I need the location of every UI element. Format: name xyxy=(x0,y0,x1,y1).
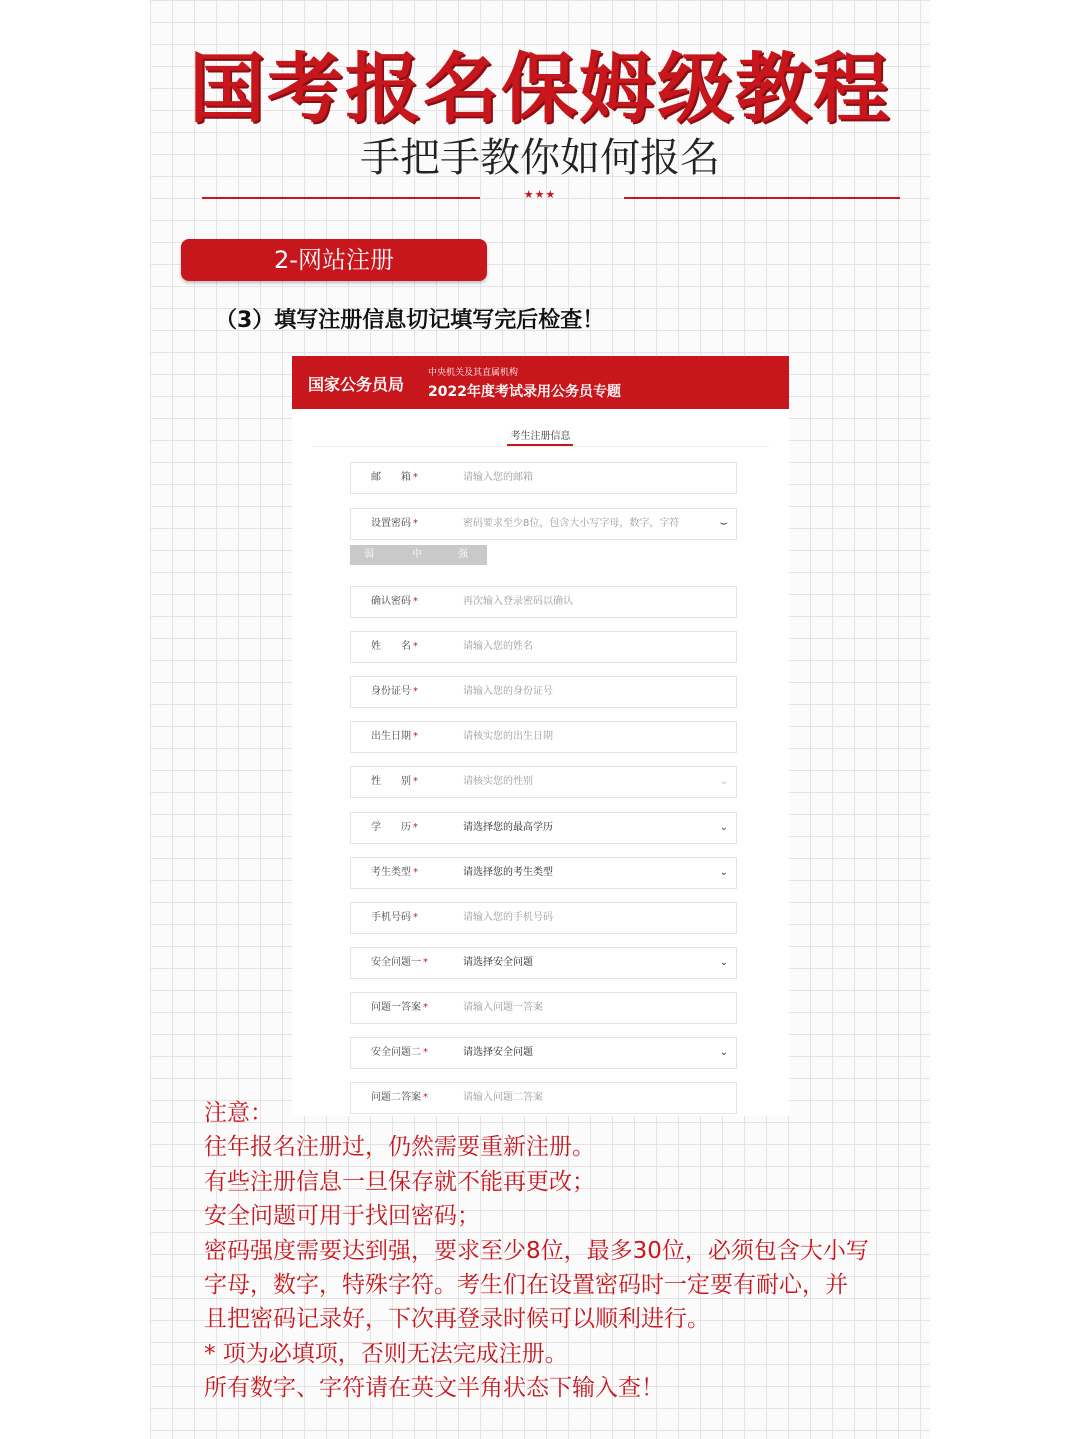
field-label-text: 身份证号 xyxy=(371,686,411,697)
notes-heading: 注意： xyxy=(204,1100,273,1126)
required-mark: * xyxy=(413,596,418,607)
security-question-1-select[interactable] xyxy=(350,947,737,979)
required-mark: * xyxy=(413,867,418,878)
candidate-type-select[interactable] xyxy=(350,857,737,889)
chevron-down-icon[interactable]: ⌄ xyxy=(719,957,728,968)
field-label-text: 问题一答案 xyxy=(371,1002,421,1013)
password-placeholder[interactable]: 密码要求至少8位，包含大小写字母，数字，字符 xyxy=(463,518,680,529)
star-decoration: ★★★ xyxy=(523,188,557,201)
required-mark: * xyxy=(413,912,418,923)
page-title: 国考报名保姆级教程 xyxy=(189,44,891,133)
field-label-text: 安全问题一 xyxy=(371,957,421,968)
page-subtitle: 手把手教你如何报名 xyxy=(360,135,720,181)
chevron-down-icon[interactable]: ⌄ xyxy=(719,1047,728,1058)
field-label-text: 手机号码 xyxy=(371,912,411,923)
confirm-password-placeholder[interactable]: 再次输入登录密码以确认 xyxy=(463,596,573,607)
org-name: 国家公务员局 xyxy=(308,375,405,394)
chevron-down-icon[interactable]: ⌄ xyxy=(719,776,728,787)
name-placeholder[interactable]: 请输入您的姓名 xyxy=(463,641,533,652)
name-label xyxy=(371,632,418,662)
security-question-1-label xyxy=(371,948,428,978)
divider-right xyxy=(624,197,900,199)
candidate-type-label xyxy=(371,858,418,888)
phone-placeholder[interactable]: 请输入您的手机号码 xyxy=(463,912,553,923)
strength-weak: 弱 xyxy=(364,549,374,560)
form-title-underline xyxy=(507,444,573,446)
password-field[interactable] xyxy=(350,508,737,540)
strength-medium: 中 xyxy=(412,549,422,560)
note-line: * 项为必填项，否则无法完成注册。 xyxy=(204,1340,568,1367)
chevron-down-icon[interactable]: ⌄ xyxy=(719,867,728,878)
required-mark: * xyxy=(413,472,418,483)
required-mark: * xyxy=(413,686,418,697)
answer-1-placeholder[interactable]: 请输入问题一答案 xyxy=(463,1002,543,1013)
field-label-text: 学 历 xyxy=(371,822,411,833)
security-question-2-label xyxy=(371,1038,428,1068)
name-field[interactable] xyxy=(350,631,737,663)
password-label xyxy=(371,509,418,539)
form-title-divider xyxy=(312,446,769,447)
birth-date-placeholder[interactable]: 请核实您的出生日期 xyxy=(463,731,553,742)
required-mark: * xyxy=(413,518,418,529)
notes-block xyxy=(204,1096,924,1406)
chevron-down-icon[interactable]: ⌄ xyxy=(719,822,728,833)
birth-date-label xyxy=(371,722,418,752)
confirm-password-label xyxy=(371,587,418,617)
field-label-text: 姓 名 xyxy=(371,641,411,652)
note-line: 密码强度需要达到强，要求至少8位，最多30位，必须包含大小写 xyxy=(204,1237,869,1264)
id-number-label xyxy=(371,677,418,707)
field-label-text: 设置密码 xyxy=(371,518,411,529)
security-question-2-select[interactable] xyxy=(350,1037,737,1069)
field-label-text: 问题二答案 xyxy=(371,1092,421,1103)
section-tag: 2-网站注册 xyxy=(181,239,487,281)
note-line: 有些注册信息一旦保存就不能再更改； xyxy=(204,1168,595,1195)
education-label xyxy=(371,813,418,843)
site-header xyxy=(292,356,789,409)
security-question-2-placeholder[interactable]: 请选择安全问题 xyxy=(463,1047,533,1058)
form-title: 考生注册信息 xyxy=(510,431,571,442)
answer-1-label xyxy=(371,993,428,1023)
registration-screenshot xyxy=(292,356,789,1116)
field-label-text: 考生类型 xyxy=(371,867,411,878)
gender-placeholder[interactable]: 请核实您的性别 xyxy=(463,776,533,787)
security-question-1-placeholder[interactable]: 请选择安全问题 xyxy=(463,957,533,968)
required-mark: * xyxy=(423,1092,428,1103)
required-mark: * xyxy=(413,731,418,742)
project-subtitle: 中央机关及其直属机构 xyxy=(428,368,519,378)
phone-field[interactable] xyxy=(350,902,737,934)
confirm-password-field[interactable] xyxy=(350,586,737,618)
required-mark: * xyxy=(423,1047,428,1058)
project-title: 2022年度考试录用公务员专题 xyxy=(428,384,621,400)
note-line: 且把密码记录好，下次再登录时候可以顺利进行。 xyxy=(204,1306,710,1333)
id-number-field[interactable] xyxy=(350,676,737,708)
required-mark: * xyxy=(423,957,428,968)
answer-2-placeholder[interactable]: 请输入问题二答案 xyxy=(463,1092,543,1103)
required-mark: * xyxy=(413,822,418,833)
id-number-placeholder[interactable]: 请输入您的身份证号 xyxy=(463,686,553,697)
note-line: 所有数字、字符请在英文半角状态下输入查！ xyxy=(204,1375,664,1402)
required-mark: * xyxy=(413,641,418,652)
email-placeholder[interactable]: 请输入您的邮箱 xyxy=(463,472,533,483)
strength-strong: 强 xyxy=(458,549,468,560)
divider-left xyxy=(202,197,480,199)
note-line: 安全问题可用于找回密码； xyxy=(204,1203,480,1230)
email-field[interactable] xyxy=(350,462,737,494)
step-instruction: （3）填写注册信息切记填写完后检查！ xyxy=(215,308,605,333)
password-strength-bar xyxy=(350,545,487,565)
birth-date-field[interactable] xyxy=(350,721,737,753)
phone-label xyxy=(371,903,418,933)
candidate-type-placeholder[interactable]: 请选择您的考生类型 xyxy=(463,867,553,878)
required-mark: * xyxy=(423,1002,428,1013)
field-label-text: 性 别 xyxy=(371,776,411,787)
note-line: 往年报名注册过，仍然需要重新注册。 xyxy=(204,1134,595,1161)
education-select[interactable] xyxy=(350,812,737,844)
answer-1-field[interactable] xyxy=(350,992,737,1024)
field-label-text: 出生日期 xyxy=(371,731,411,742)
email-label xyxy=(371,463,418,493)
eye-closed-icon[interactable]: ⌣ xyxy=(719,516,728,531)
gender-label xyxy=(371,767,418,797)
field-label-text: 安全问题二 xyxy=(371,1047,421,1058)
note-line: 字母，数字，特殊字符。考生们在设置密码时一定要有耐心，并 xyxy=(204,1272,848,1299)
required-mark: * xyxy=(413,776,418,787)
education-placeholder[interactable]: 请选择您的最高学历 xyxy=(463,822,553,833)
gender-select[interactable] xyxy=(350,766,737,798)
field-label-text: 邮 箱 xyxy=(371,472,411,483)
field-label-text: 确认密码 xyxy=(371,596,411,607)
